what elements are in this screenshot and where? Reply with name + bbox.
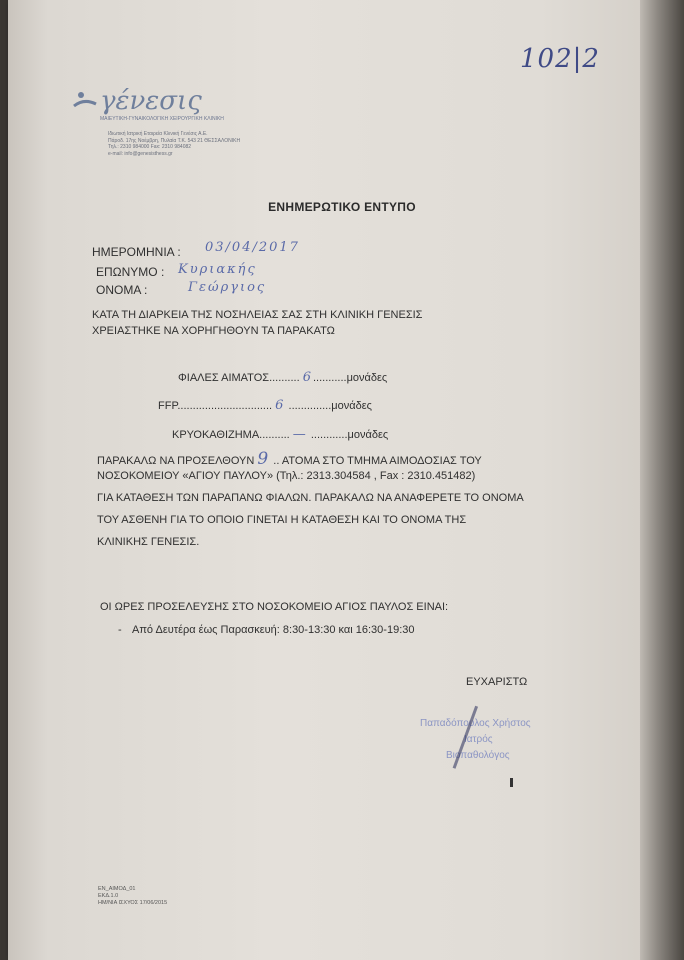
date-label: ΗΜΕΡΟΜΗΝΙΑ :: [92, 245, 181, 259]
hours-heading: ΟΙ ΩΡΕΣ ΠΡΟΣΕΛΕΥΣΗΣ ΣΤΟ ΝΟΣΟΚΟΜΕΙΟ ΑΓΙΟΣ ΠΑΥΛΟΣ ΕΙΝΑΙ:: [100, 601, 449, 613]
footer-date: ΗΜ/ΝΙΑ ΙΣΧΥΟΣ 17/06/2015: [98, 900, 168, 906]
document-title: ΕΝΗΜΕΡΩΤΙΚΟ ΕΝΤΥΠΟ: [268, 200, 416, 214]
hours-line: Από Δευτέρα έως Παρασκευή: 8:30-13:30 και 16:30-19:30: [132, 624, 415, 636]
request-text-b: ΑΤΟΜΑ ΣΤΟ ΤΜΗΜΑ ΑΙΜΟΔΟΣΙΑΣ ΤΟΥ: [281, 455, 482, 467]
ffp-label: FFP: [158, 400, 178, 412]
stamp-line-1: Παπαδόπουλος Χρήστος: [420, 718, 531, 729]
request-line-3: ΓΙΑ ΚΑΤΑΘΕΣΗ ΤΩΝ ΠΑΡΑΠΑΝΩ ΦΙΑΛΩΝ. ΠΑΡΑΚΑΛΩ ΝΑ ΑΝΑΦΕΡΕΤΕ ΤΟ ΟΝΟΜΑ: [97, 492, 524, 504]
cryo-value: —: [292, 427, 308, 442]
logo-figure-icon: [72, 90, 98, 112]
stamp-line-2: Ιατρός: [464, 734, 493, 745]
blood-bottles-row: ΦΙΑΛΕΣ ΑΙΜΑΤΟΣ.......... 6...........μονάδες: [178, 370, 388, 385]
cryo-units: μονάδες: [347, 429, 389, 441]
surname-label: ΕΠΩΝΥΜΟ :: [96, 265, 165, 279]
logo-subtitle: ΜΑΙΕΥΤΙΚΗ-ΓΥΝΑΙΚΟΛΟΓΙΚΗ ΧΕΙΡΟΥΡΓΙΚΗ ΚΛΙΝΙΚΗ: [100, 116, 224, 122]
handwritten-reference: 102|2: [520, 44, 600, 74]
request-line-2: ΝΟΣΟΚΟΜΕΙΟΥ «ΑΓΙΟΥ ΠΑΥΛΟΥ» (Τηλ.: 2313.304584 , Fax : 2310.451482): [97, 470, 476, 482]
request-text-a: ΠΑΡΑΚΑΛΩ ΝΑ ΠΡΟΣΕΛΘΟΥΝ: [97, 455, 255, 467]
hours-bullet: -: [118, 624, 122, 636]
stamp-line-3: Βιοπαθολόγος: [446, 750, 510, 761]
company-line-4: e-mail: info@genesisthess.gr: [108, 150, 173, 157]
intro-line-1: ΚΑΤΑ ΤΗ ΔΙΑΡΚΕΙΑ ΤΗΣ ΝΟΣΗΛΕΙΑΣ ΣΑΣ ΣΤΗ ΚΛΙΝΙΚΗ ΓΕΝΕΣΙΣ: [92, 309, 423, 321]
document-footer: [98, 886, 167, 907]
clinic-logo: [100, 86, 224, 122]
ffp-row: FFP............................... 6 ..............μονάδες: [158, 398, 372, 413]
request-line-4: ΤΟΥ ΑΣΘΕΝΗ ΓΙΑ ΤΟ ΟΠΟΙΟ ΓΙΝΕΤΑΙ Η ΚΑΤΑΘΕΣΗ ΚΑΙ ΤΟ ΟΝΟΜΑ ΤΗΣ: [97, 514, 467, 526]
intro-line-2: ΧΡΕΙΑΣΤΗΚΕ ΝΑ ΧΟΡΗΓΗΘΟΥΝ ΤΑ ΠΑΡΑΚΑΤΩ: [92, 325, 335, 337]
name-label: ΟΝΟΜΑ :: [96, 283, 148, 297]
footer-code: ΕΝ_ΑΙΜΟΔ_01: [98, 886, 136, 892]
footer-edition: ΕΚΔ.1.0: [98, 893, 119, 899]
surname-value: Κυριακής: [178, 262, 257, 277]
ffp-value: 6: [275, 398, 286, 413]
blood-units: μονάδες: [346, 372, 388, 384]
logo-text: γένεσις: [100, 86, 202, 116]
request-line-1: ΠΑΡΑΚΑΛΩ ΝΑ ΠΡΟΣΕΛΘΟΥΝ 9 .. ΑΤΟΜΑ ΣΤΟ ΤΜΗΜΑ ΑΙΜΟΔΟΣΙΑΣ ΤΟΥ: [97, 449, 482, 469]
ink-mark: [510, 778, 513, 787]
company-info: [108, 131, 240, 157]
request-line-5: ΚΛΙΝΙΚΗΣ ΓΕΝΕΣΙΣ.: [97, 536, 200, 548]
blood-value: 6: [302, 370, 313, 385]
thanks-text: ΕΥΧΑΡΙΣΤΩ: [466, 676, 528, 688]
page-edge-shadow: [640, 0, 684, 960]
company-line-1: Ιδιωτική Ιατρική Εταιρεία Κλινική Γενέσις Α.Ε.: [108, 131, 208, 137]
company-line-2: Πάροδ. 17ης Νοέμβρη, Πυλαία Τ.Κ. 543 21 ΘΕΣΣΑΛΟΝΙΚΗ: [108, 137, 241, 144]
name-value: Γεώργιος: [188, 280, 267, 295]
date-value: 03/04/2017: [205, 240, 300, 255]
cryo-row: ΚΡΥΟΚΑΘΙΖΗΜΑ.......... — ............μονάδες: [172, 427, 389, 442]
cryo-label: ΚΡΥΟΚΑΘΙΖΗΜΑ: [172, 429, 260, 441]
blood-label: ΦΙΑΛΕΣ ΑΙΜΑΤΟΣ: [178, 372, 270, 384]
request-count: 9: [257, 449, 271, 469]
ffp-units: μονάδες: [331, 400, 372, 412]
company-line-3: Τηλ.: 2310 984000 Fax: 2310 984082: [108, 144, 192, 150]
